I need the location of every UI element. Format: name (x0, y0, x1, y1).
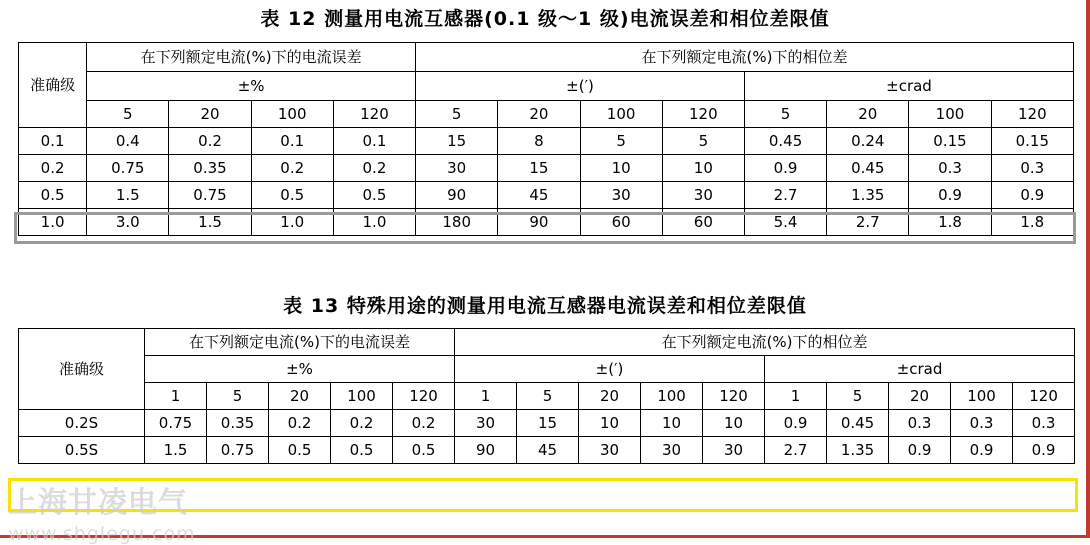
table-12-title: 表 12 测量用电流互感器(0.1 级～1 级)电流误差和相位差限值 (260, 8, 830, 30)
table-12-header-row-2 (19, 72, 1074, 101)
table-cell: 0.9 (909, 182, 991, 209)
table-cell: 2.7 (827, 209, 909, 236)
table-12-header-row-1 (19, 43, 1074, 72)
subheader-cell: 20 (169, 101, 251, 128)
subheader-cell: 120 (991, 101, 1073, 128)
table-cell: 60 (580, 209, 662, 236)
table-cell: 5 (662, 128, 744, 155)
table-cell: 0.35 (207, 410, 269, 437)
table-cell: 0.2 (269, 410, 331, 437)
header-phase-unit-crad: ±crad (765, 356, 1075, 383)
table-cell: 0.9 (991, 182, 1073, 209)
table-cell: 0.75 (169, 182, 251, 209)
page-edge-right (1086, 0, 1090, 538)
table-cell: 0.5 (393, 437, 455, 464)
subheader-cell: 100 (331, 383, 393, 410)
table-cell: 0.75 (145, 410, 207, 437)
table-cell: 1.5 (87, 182, 169, 209)
table-12-subheader-row (19, 101, 1074, 128)
yellow-highlight-box (8, 478, 1078, 512)
header-current-error-unit: ±% (87, 72, 416, 101)
table-cell: 0.15 (909, 128, 991, 155)
table-cell: 5 (580, 128, 662, 155)
table-cell: 0.45 (827, 155, 909, 182)
subheader-cell: 100 (580, 101, 662, 128)
table-cell: 10 (580, 155, 662, 182)
table-13-header-row-1 (19, 329, 1075, 356)
table-cell: 1.0 (333, 209, 415, 236)
table-cell: 45 (498, 182, 580, 209)
table-row (19, 182, 1074, 209)
subheader-cell: 120 (1013, 383, 1075, 410)
subheader-cell: 5 (207, 383, 269, 410)
header-accuracy-class: 准确级 (19, 43, 87, 128)
table-cell: 0.1 (333, 128, 415, 155)
table-cell: 10 (703, 410, 765, 437)
subheader-cell: 20 (889, 383, 951, 410)
table-cell: 0.75 (207, 437, 269, 464)
cell-accuracy: 1.0 (19, 209, 87, 236)
table-cell: 0.24 (827, 128, 909, 155)
subheader-cell: 1 (145, 383, 207, 410)
table-cell: 0.2 (251, 155, 333, 182)
table-cell: 90 (416, 182, 498, 209)
table-cell: 0.3 (951, 410, 1013, 437)
header-phase-unit-crad: ±crad (744, 72, 1073, 101)
subheader-cell: 5 (87, 101, 169, 128)
table-cell: 10 (662, 155, 744, 182)
subheader-cell: 5 (416, 101, 498, 128)
table-cell: 30 (641, 437, 703, 464)
table-cell: 15 (517, 410, 579, 437)
table-row (19, 128, 1074, 155)
subheader-cell: 100 (641, 383, 703, 410)
table-cell: 0.5 (251, 182, 333, 209)
header-current-error-group: 在下列额定电流(%)下的电流误差 (87, 43, 416, 72)
table-cell: 0.3 (909, 155, 991, 182)
table-cell: 1.8 (991, 209, 1073, 236)
header-phase-group: 在下列额定电流(%)下的相位差 (416, 43, 1074, 72)
header-current-error-unit: ±% (145, 356, 455, 383)
subheader-cell: 100 (909, 101, 991, 128)
table-cell: 30 (703, 437, 765, 464)
table-cell: 0.2 (331, 410, 393, 437)
table-cell: 45 (517, 437, 579, 464)
watermark-url: www.shglegu.com (8, 523, 196, 545)
table-cell: 30 (662, 182, 744, 209)
subheader-cell: 120 (703, 383, 765, 410)
table-cell: 0.45 (827, 410, 889, 437)
table-cell: 2.7 (765, 437, 827, 464)
table-cell: 30 (416, 155, 498, 182)
table-cell: 3.0 (87, 209, 169, 236)
table-cell: 0.9 (765, 410, 827, 437)
table-cell: 0.35 (169, 155, 251, 182)
subheader-cell: 120 (333, 101, 415, 128)
subheader-cell: 120 (662, 101, 744, 128)
table-cell: 2.7 (744, 182, 826, 209)
table-cell: 30 (579, 437, 641, 464)
table-cell: 0.9 (744, 155, 826, 182)
table-cell: 10 (579, 410, 641, 437)
subheader-cell: 100 (251, 101, 333, 128)
table-13-subheader-row (19, 383, 1075, 410)
table-cell: 1.5 (169, 209, 251, 236)
subheader-cell: 5 (744, 101, 826, 128)
table-cell: 60 (662, 209, 744, 236)
table-row-highlighted (19, 410, 1075, 437)
header-phase-unit-minutes: ±(′) (455, 356, 765, 383)
subheader-cell: 20 (827, 101, 909, 128)
table-cell: 0.75 (87, 155, 169, 182)
header-phase-group: 在下列额定电流(%)下的相位差 (455, 329, 1075, 356)
table-13-title: 表 13 特殊用途的测量用电流互感器电流误差和相位差限值 (283, 295, 807, 317)
table-cell: 0.45 (744, 128, 826, 155)
table-cell: 0.2 (393, 410, 455, 437)
table-cell: 1.8 (909, 209, 991, 236)
table-cell: 0.3 (1013, 410, 1075, 437)
table-cell: 1.35 (827, 182, 909, 209)
subheader-cell: 5 (517, 383, 579, 410)
table-row (19, 209, 1074, 236)
table-cell: 0.5 (333, 182, 415, 209)
header-accuracy-class: 准确级 (19, 329, 145, 410)
subheader-cell: 20 (579, 383, 641, 410)
cell-accuracy: 0.2 (19, 155, 87, 182)
cell-accuracy: 0.1 (19, 128, 87, 155)
table-cell: 90 (498, 209, 580, 236)
table-cell: 0.9 (1013, 437, 1075, 464)
table-cell: 0.5 (331, 437, 393, 464)
table-cell: 0.15 (991, 128, 1073, 155)
subheader-cell: 20 (269, 383, 331, 410)
table-cell: 0.9 (889, 437, 951, 464)
table-cell: 30 (455, 410, 517, 437)
table-cell: 15 (416, 128, 498, 155)
table-cell: 180 (416, 209, 498, 236)
table-13-header-row-2 (19, 356, 1075, 383)
cell-accuracy: 0.2S (19, 410, 145, 437)
table-cell: 0.5 (269, 437, 331, 464)
subheader-cell: 1 (765, 383, 827, 410)
table-cell: 1.0 (251, 209, 333, 236)
table-cell: 8 (498, 128, 580, 155)
table-cell: 0.9 (951, 437, 1013, 464)
table-cell: 0.3 (889, 410, 951, 437)
subheader-cell: 120 (393, 383, 455, 410)
table-cell: 0.4 (87, 128, 169, 155)
table-row (19, 437, 1075, 464)
table-cell: 0.1 (251, 128, 333, 155)
table-row-highlighted (19, 155, 1074, 182)
table-cell: 0.2 (333, 155, 415, 182)
table-cell: 1.35 (827, 437, 889, 464)
table-cell: 0.3 (991, 155, 1073, 182)
table-cell: 5.4 (744, 209, 826, 236)
header-current-error-group: 在下列额定电流(%)下的电流误差 (145, 329, 455, 356)
table-cell: 15 (498, 155, 580, 182)
table-cell: 90 (455, 437, 517, 464)
table-12 (18, 42, 1074, 236)
table-13 (18, 328, 1075, 464)
subheader-cell: 20 (498, 101, 580, 128)
subheader-cell: 100 (951, 383, 1013, 410)
subheader-cell: 1 (455, 383, 517, 410)
table-cell: 0.2 (169, 128, 251, 155)
table-cell: 10 (641, 410, 703, 437)
cell-accuracy: 0.5 (19, 182, 87, 209)
subheader-cell: 5 (827, 383, 889, 410)
cell-accuracy: 0.5S (19, 437, 145, 464)
watermark-company: 上海甘凌电气 (8, 485, 189, 519)
table-cell: 30 (580, 182, 662, 209)
table-cell: 1.5 (145, 437, 207, 464)
header-phase-unit-minutes: ±(′) (416, 72, 745, 101)
